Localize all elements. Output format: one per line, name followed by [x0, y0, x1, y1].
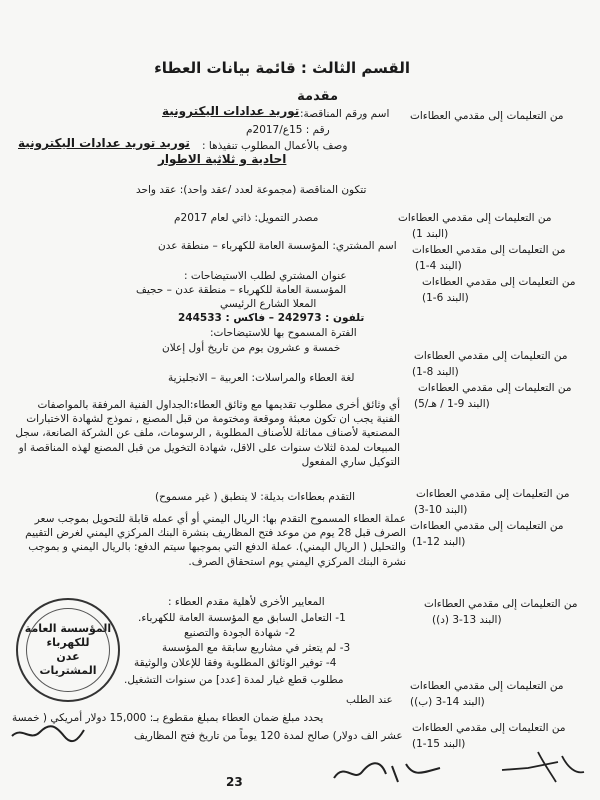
ref-clause-6: (البند 9-1 / هـ/5): [414, 398, 490, 410]
ref-clause-7: (البند 10-3): [414, 504, 468, 516]
handwritten-mark: [8, 722, 88, 746]
bid-currency: عملة العطاء المسموح التقدم بها: الريال اليمني أو أي عمله قابلة للتحويل بموجب سعر الصرف قبل 28 يوم من موعد فتح المظاريف بنشرة البنك المركزي اليمني لغرض التقييم والتحليل ( الريال اليمني). عملة الدفع التي بموجبها سيتم الدفع: بالريال اليمني و بموجب نشرة البنك المركزي اليمني يوم استحقاق الصرف.: [25, 513, 406, 568]
buyer-address-label: عنوان المشتري لطلب الاستيضاحات :: [184, 270, 347, 282]
tender-name-label: اسم ورقم المناقصة:: [300, 108, 390, 120]
ref-label-1: من التعليمات إلى مقدمي العطاءات: [410, 110, 564, 122]
buyer-name: اسم المشتري: المؤسسة العامة للكهرباء – منطقة عدن: [158, 240, 397, 252]
spare-parts-value: عند الطلب: [346, 694, 393, 706]
ref-label-4: من التعليمات إلى مقدمي العطاءات: [422, 276, 576, 288]
buyer-address-line-1: المؤسسة العامة للكهرباء – منطقة عدن – حجيف: [136, 284, 347, 296]
signature-1: [328, 752, 448, 792]
ref-label-11: من التعليمات إلى مقدمي العطاءات: [412, 722, 566, 734]
bid-guarantee-line-2: عشر الف دولار) صالح لمدة 120 يوماً من تاريخ فتح المظاريف: [134, 730, 403, 742]
clarification-period-value: خمسة و عشرون يوم من تاريخ أول إعلان: [162, 342, 341, 354]
stamp-text-1: المؤسسة العامة للكهرباء: [24, 622, 112, 649]
ref-clause-10: (البند 14-3 (ب)): [410, 696, 485, 708]
criterion-4: 4- توفير الوثائق المطلوبة وفقا للإعلان والوثيقة: [134, 657, 337, 669]
lots-info: تتكون المناقصة (مجموعة لعدد /عقد واحد): عقد واحد: [136, 184, 367, 196]
ref-label-10: من التعليمات إلى مقدمي العطاءات: [410, 680, 564, 692]
criterion-1: 1- التعامل السابق مع المؤسسة العامة للكهرباء.: [138, 612, 346, 624]
funding-source: مصدر التمويل: ذاتي لعام 2017م: [174, 212, 319, 224]
spare-parts-requirement: مطلوب قطع غيار لمدة [عدد] من سنوات التشغيل.: [124, 674, 344, 686]
bid-language: لغة العطاء والمراسلات: العربية – الانجليزية: [168, 372, 355, 384]
tender-number: رقم : 15ع/2017م: [246, 124, 330, 136]
ref-clause-5: (البند 8-1): [412, 366, 459, 378]
works-desc-label: وصف بالأعمال المطلوب تنفيذها :: [202, 140, 348, 152]
signature-2: [498, 748, 588, 788]
works-desc-value-2: احادية و ثلاثية الاطوار: [158, 152, 287, 166]
tender-name-value: توريد عدادات اليكترونية: [162, 104, 300, 118]
buyer-address-line-2: المعلا الشارع الرئيسي: [220, 298, 317, 310]
ref-label-3: من التعليمات إلى مقدمي العطاءات: [412, 244, 566, 256]
ref-clause-4: (البند 6-1): [422, 292, 469, 304]
official-stamp: [16, 598, 120, 702]
criterion-2: 2- شهادة الجودة والتصنيع: [184, 627, 296, 639]
eligibility-criteria-label: المعايير الأخرى لأهلية مقدم العطاء :: [168, 596, 325, 608]
section-title: القسم الثالث : قائمة بيانات العطاء: [154, 59, 410, 77]
ref-clause-8: (البند 12-1): [412, 536, 466, 548]
clarification-period-label: الفترة المسموح بها للاستيضاحات:: [210, 327, 357, 339]
page-number: 23: [226, 775, 243, 789]
works-desc-value-1: توريد توريد عدادات اليكترونية: [18, 136, 190, 150]
section-subtitle: مقدمة: [297, 89, 338, 104]
ref-clause-3: (البند 4-1): [415, 260, 462, 272]
ref-label-2: من التعليمات إلى مقدمي العطاءات: [398, 212, 552, 224]
bid-guarantee-line-1: يحدد مبلغ ضمان العطاء بمبلغ مقطوع بـ: 15,000 دولار أمريكي ( خمسة: [12, 712, 324, 724]
ref-label-8: من التعليمات إلى مقدمي العطاءات: [410, 520, 564, 532]
ref-clause-2: (البند 1): [412, 228, 449, 240]
alternative-bids: التقدم بعطاءات بديلة: لا ينطبق ( غير مسموح): [155, 491, 356, 503]
buyer-phone-fax: تلفون : 242973 – فاكس : 244533: [178, 312, 365, 324]
ref-clause-9: (البند 13-3 (د)): [432, 614, 502, 626]
stamp-text-2: عدن: [56, 650, 80, 663]
required-documents: أي وثائق أخرى مطلوب تقديمها مع وثائق العطاء:الجداول الفنية المرفقة بالمواصفات الفنية يجب ان تكون معبئة وموقعة ومختومة من قبل المصنع , نموذج لشهادة الاختبارات المصنعية لأصناف مماثلة للأصناف المطلوبة , الرسومات، ملف عن الشركة الصانعة، سجل المبيعات لمدة لثلاث سنوات على الاقل، شهادة التخويل من قبل المصنع لهذه المناقصة او التوكيل ساري المفعول: [15, 399, 400, 468]
ref-label-5: من التعليمات إلى مقدمي العطاءات: [414, 350, 568, 362]
ref-label-6: من التعليمات إلى مقدمي العطاءات: [418, 382, 572, 394]
criterion-3: 3- لم يتعثر في مشاريع سابقة مع المؤسسة: [162, 642, 351, 654]
ref-clause-11: (البند 15-1): [412, 738, 466, 750]
stamp-text-3: المشتريات: [39, 664, 97, 677]
ref-label-9: من التعليمات إلى مقدمي العطاءات: [424, 598, 578, 610]
ref-label-7: من التعليمات إلى مقدمي العطاءات: [416, 488, 570, 500]
